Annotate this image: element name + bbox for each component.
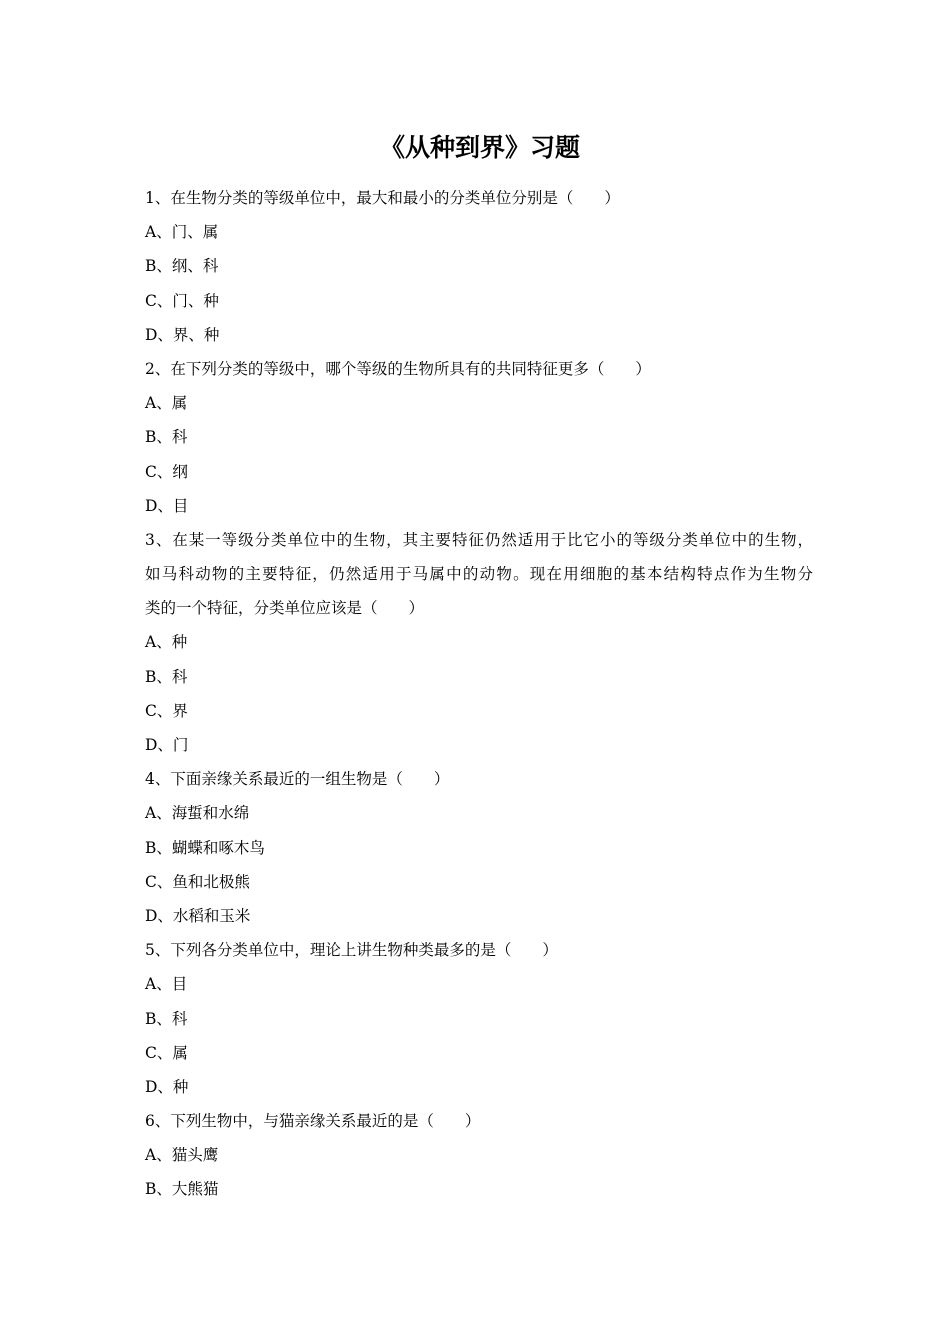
question-4-stem: 4、下面亲缘关系最近的一组生物是（ ） [145, 770, 450, 789]
question-6-option-b: B、大熊猫 [145, 1180, 219, 1199]
question-4-option-b: B、蝴蝶和啄木鸟 [145, 838, 265, 857]
question-2-option-a: A、属 [145, 394, 188, 413]
question-2-option-b: B、科 [145, 428, 188, 447]
question-4-option-d: D、水稻和玉米 [145, 906, 251, 925]
question-3-option-d: D、门 [145, 736, 189, 754]
question-4-option-a: A、海蜇和水绵 [145, 804, 250, 823]
question-3-stem-line-3: 类的一个特征，分类单位应该是（ ） [145, 599, 425, 618]
question-6-option-a: A、猫头鹰 [145, 1146, 219, 1165]
question-2-option-c: C、纲 [145, 462, 188, 481]
question-6-stem: 6、下列生物中，与猫亲缘关系最近的是（ ） [145, 1112, 481, 1131]
question-3-option-a: A、种 [145, 633, 188, 652]
question-1-option-c: C、门、种 [145, 291, 219, 310]
question-1-option-b: B、纲、科 [145, 257, 219, 276]
question-3-option-b: B、科 [145, 667, 188, 686]
question-4-option-c: C、鱼和北极熊 [145, 872, 250, 891]
question-5-option-d: D、种 [145, 1077, 189, 1096]
question-5-option-b: B、科 [145, 1009, 188, 1028]
question-2-stem: 2、在下列分类的等级中，哪个等级的生物所具有的共同特征更多（ ） [145, 359, 651, 378]
question-2-option-d: D、目 [145, 496, 189, 515]
question-5-stem: 5、下列各分类单位中，理论上讲生物种类最多的是（ ） [145, 941, 558, 960]
document-title: 《从种到界》习题 [379, 133, 580, 162]
question-1-option-d: D、界、种 [145, 325, 220, 344]
question-5-option-a: A、目 [145, 975, 188, 994]
question-1-option-a: A、门、属 [145, 223, 219, 242]
question-list [145, 181, 813, 1207]
question-5-option-c: C、属 [145, 1043, 188, 1062]
question-1-stem: 1、在生物分类的等级单位中，最大和最小的分类单位分别是（ ） [145, 189, 620, 207]
question-3-stem-line-1: 3、在某一等级分类单位中的生物，其主要特征仍然适用于比它小的等级分类单位中的生物， [145, 530, 813, 549]
question-3-option-c: C、界 [145, 701, 188, 720]
question-3-stem-line-2: 如马科动物的主要特征，仍然适用于马属中的动物。现在用细胞的基本结构特点作为生物分 [145, 565, 813, 584]
